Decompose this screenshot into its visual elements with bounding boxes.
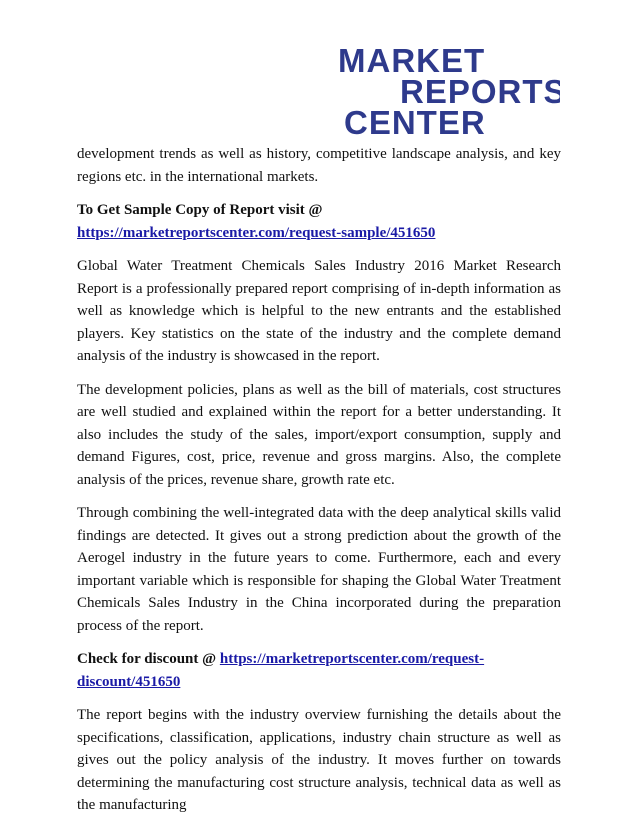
logo-line-3: CENTER: [344, 104, 486, 136]
sample-request-link[interactable]: https://marketreportscenter.com/request-sample/451650: [77, 224, 436, 241]
logo-graphic: [338, 42, 560, 136]
discount-block: [77, 648, 561, 693]
paragraph-report-begins: The report begins with the industry overview furnishing the details about the specifications, classification, applications, industry chain structure as well as gives out the policy analysis of the industry. It moves further on towards determining the manufacturing cost structure analysis, technical data as well as the manufacturing: [77, 707, 561, 813]
paragraph-policies: The development policies, plans as well as the bill of materials, cost structures are well studied and explained within the report for a better understanding. It also includes the study of the sales, import/export consumption, supply and demand Figures, cost, price, revenue and gross margins. Also, the complete analysis of the prices, revenue share, growth rate etc.: [77, 381, 561, 488]
sample-request-block: [77, 199, 561, 244]
discount-link[interactable]: https://marketreportscenter.com/request-discount/451650: [77, 651, 485, 690]
document-body: [77, 143, 561, 828]
discount-label: Check for discount @: [77, 651, 217, 667]
paragraph-overview: Global Water Treatment Chemicals Sales Industry 2016 Market Research Report is a professionally prepared report comprising of in-depth information as well as knowledge which is helpful to the new entrants and the established players. Key statistics on the state of the industry and the complete demand analysis of the industry is showcased in the report.: [77, 258, 561, 364]
company-logo: [338, 42, 560, 136]
logo-line-1: MARKET: [338, 42, 486, 79]
paragraph-analysis: Through combining the well-integrated data with the deep analytical skills valid findings are detected. It gives out a strong prediction about the growth of the Aerogel industry in the future years to come. Furthermore, each and every important variable which is responsible for shaping the Global Water Treatment Chemicals Sales Industry in the China incorporated during the preparation process of the report.: [77, 505, 561, 634]
paragraph-intro: development trends as well as history, competitive landscape analysis, and key regions etc. in the international markets.: [77, 146, 561, 185]
sample-request-label: To Get Sample Copy of Report visit @: [77, 202, 323, 218]
logo-line-2: REPORTS: [400, 73, 560, 110]
